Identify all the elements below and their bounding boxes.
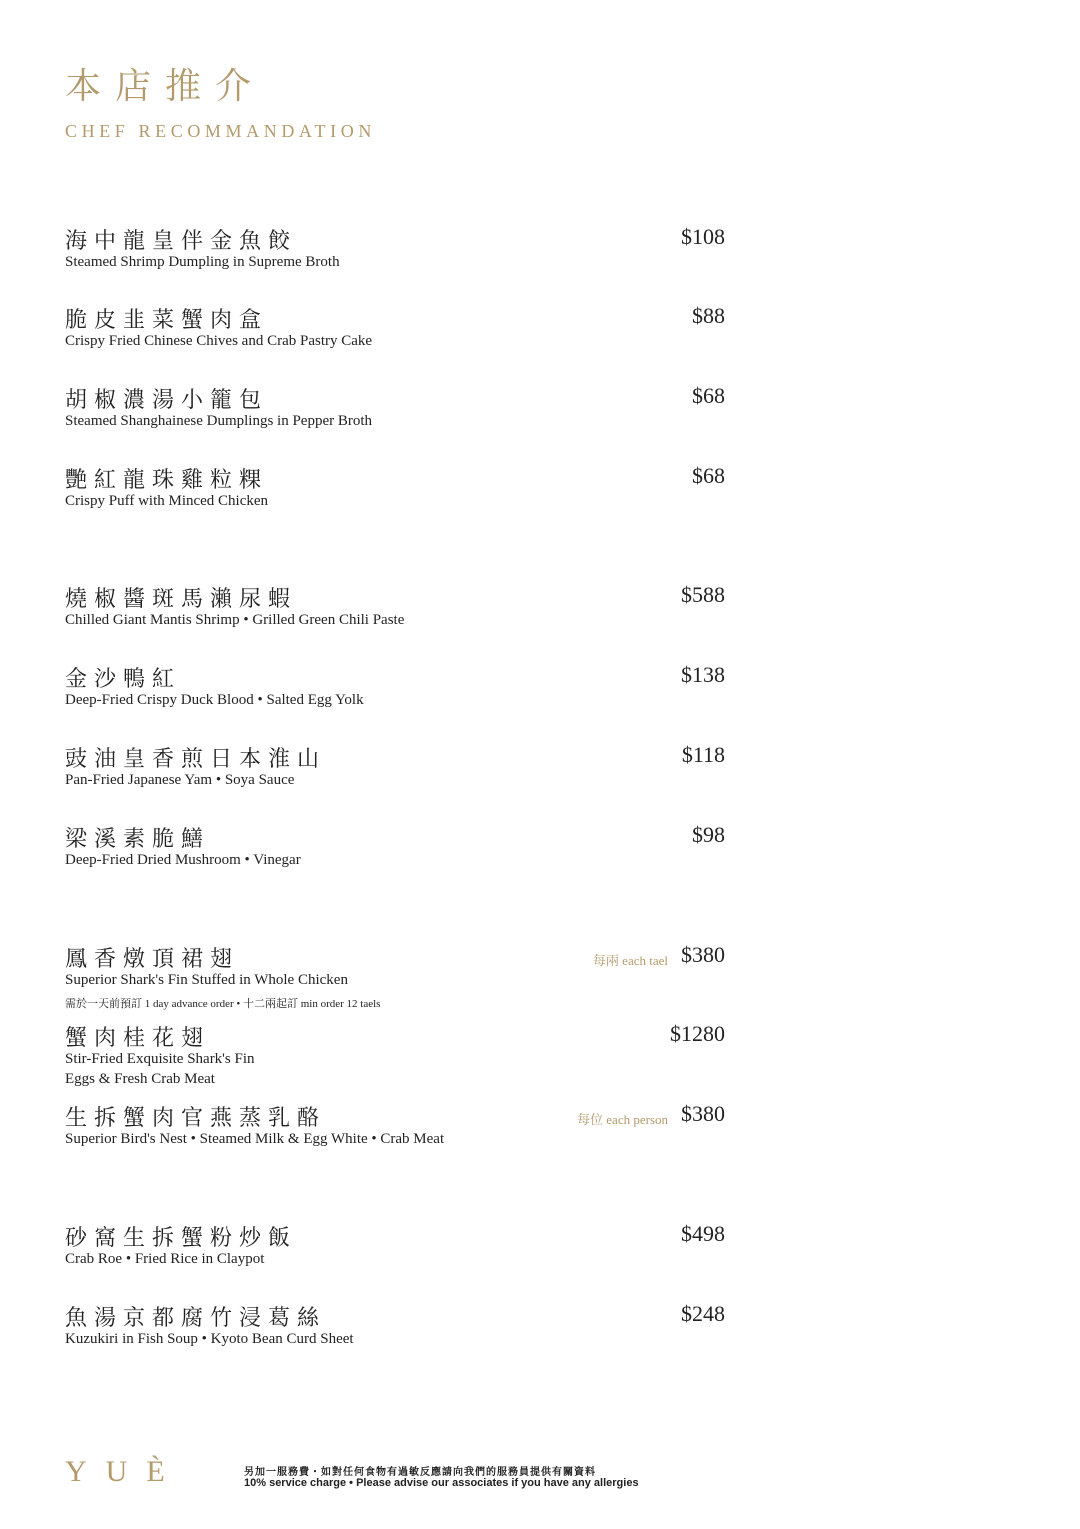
dish-name-en: Chilled Giant Mantis Shrimp • Grilled Green Chili Paste [65, 612, 405, 628]
dish-name-en: Steamed Shrimp Dumpling in Supreme Broth [65, 254, 340, 270]
dish-name-en: Stir-Fried Exquisite Shark's Fin [65, 1051, 255, 1067]
dish-name-zh: 海中龍皇伴金魚餃 [65, 229, 298, 254]
dish-name-zh: 金沙鴨紅 [65, 667, 182, 692]
dish-name-en: Pan-Fried Japanese Yam • Soya Sauce [65, 772, 295, 788]
dish-name-zh: 魚湯京都腐竹浸葛絲 [65, 1306, 327, 1331]
dish-name-en: Superior Shark's Fin Stuffed in Whole Chicken [65, 972, 348, 988]
footer-note-zh: 另加一服務費・如對任何食物有過敏反應請向我們的服務員提供有關資料 [244, 1467, 596, 1478]
dish-name-en: Kuzukiri in Fish Soup • Kyoto Bean Curd Sheet [65, 1331, 354, 1347]
dish-price: $588 [681, 582, 725, 607]
dish-price: $138 [681, 662, 725, 687]
brand-logo: YUÈ [65, 1455, 184, 1488]
dish-price: $1280 [670, 1021, 725, 1046]
menu-item [65, 463, 725, 533]
footer-note-en: 10% service charge • Please advise our associates if you have any allergies [244, 1477, 639, 1489]
dish-name-zh: 鳳香燉頂裙翅 [65, 947, 240, 972]
menu-item [65, 742, 725, 812]
dish-name-en: Deep-Fried Crispy Duck Blood • Salted Egg Yolk [65, 692, 364, 708]
dish-name-zh: 生拆蟹肉官燕蒸乳酪 [65, 1106, 327, 1131]
dish-price: $380 [681, 1101, 725, 1126]
dish-name-zh: 豉油皇香煎日本淮山 [65, 747, 327, 772]
menu-item [65, 224, 725, 294]
dish-name-en: Superior Bird's Nest • Steamed Milk & Egg White • Crab Meat [65, 1131, 445, 1147]
dish-name-en-line2: Eggs & Fresh Crab Meat [65, 1071, 215, 1087]
menu-item [65, 582, 725, 652]
menu-item [65, 1021, 725, 1091]
menu-item [65, 662, 725, 732]
dish-name-zh: 砂窩生拆蟹粉炒飯 [65, 1226, 298, 1251]
menu-item [65, 383, 725, 453]
menu-item [65, 303, 725, 373]
dish-name-zh: 艷紅龍珠雞粒粿 [65, 468, 269, 493]
dish-name-en: Deep-Fried Dried Mushroom • Vinegar [65, 852, 301, 868]
menu-item [65, 942, 725, 1012]
dish-price: $108 [681, 224, 725, 249]
dish-price: $88 [692, 303, 725, 328]
menu-item [65, 1301, 725, 1371]
dish-name-zh: 梁溪素脆鱔 [65, 827, 211, 852]
menu-item [65, 1221, 725, 1291]
dish-price: $498 [681, 1221, 725, 1246]
dish-name-en: Crispy Fried Chinese Chives and Crab Pastry Cake [65, 333, 373, 349]
dish-name-zh: 脆皮韭菜蟹肉盒 [65, 308, 269, 333]
price-unit: 每位 each person [577, 1112, 668, 1127]
dish-price: $68 [692, 463, 725, 488]
order-note: 需於一天前預訂 1 day advance order • 十二兩起訂 min order 12 taels [65, 998, 381, 1010]
dish-name-zh: 燒椒醬斑馬瀨尿蝦 [65, 587, 298, 612]
menu-item [65, 822, 725, 892]
dish-price: $118 [681, 742, 725, 767]
dish-name-zh: 蟹肉桂花翅 [65, 1026, 211, 1051]
dish-price: $68 [692, 383, 725, 408]
dish-price: $248 [681, 1301, 725, 1326]
dish-price: $98 [692, 822, 725, 847]
dish-name-en: Crab Roe • Fried Rice in Claypot [65, 1251, 265, 1267]
price-unit: 每兩 each tael [592, 953, 668, 968]
dish-price: $380 [681, 942, 725, 967]
dish-name-en: Crispy Puff with Minced Chicken [65, 493, 269, 509]
dish-name-en: Steamed Shanghainese Dumplings in Pepper Broth [65, 413, 373, 429]
page-title-zh: 本店推介 [65, 66, 266, 107]
menu-item [65, 1101, 725, 1171]
page-title-en: CHEF RECOMMANDATION [65, 121, 376, 141]
dish-name-zh: 胡椒濃湯小籠包 [65, 388, 269, 413]
